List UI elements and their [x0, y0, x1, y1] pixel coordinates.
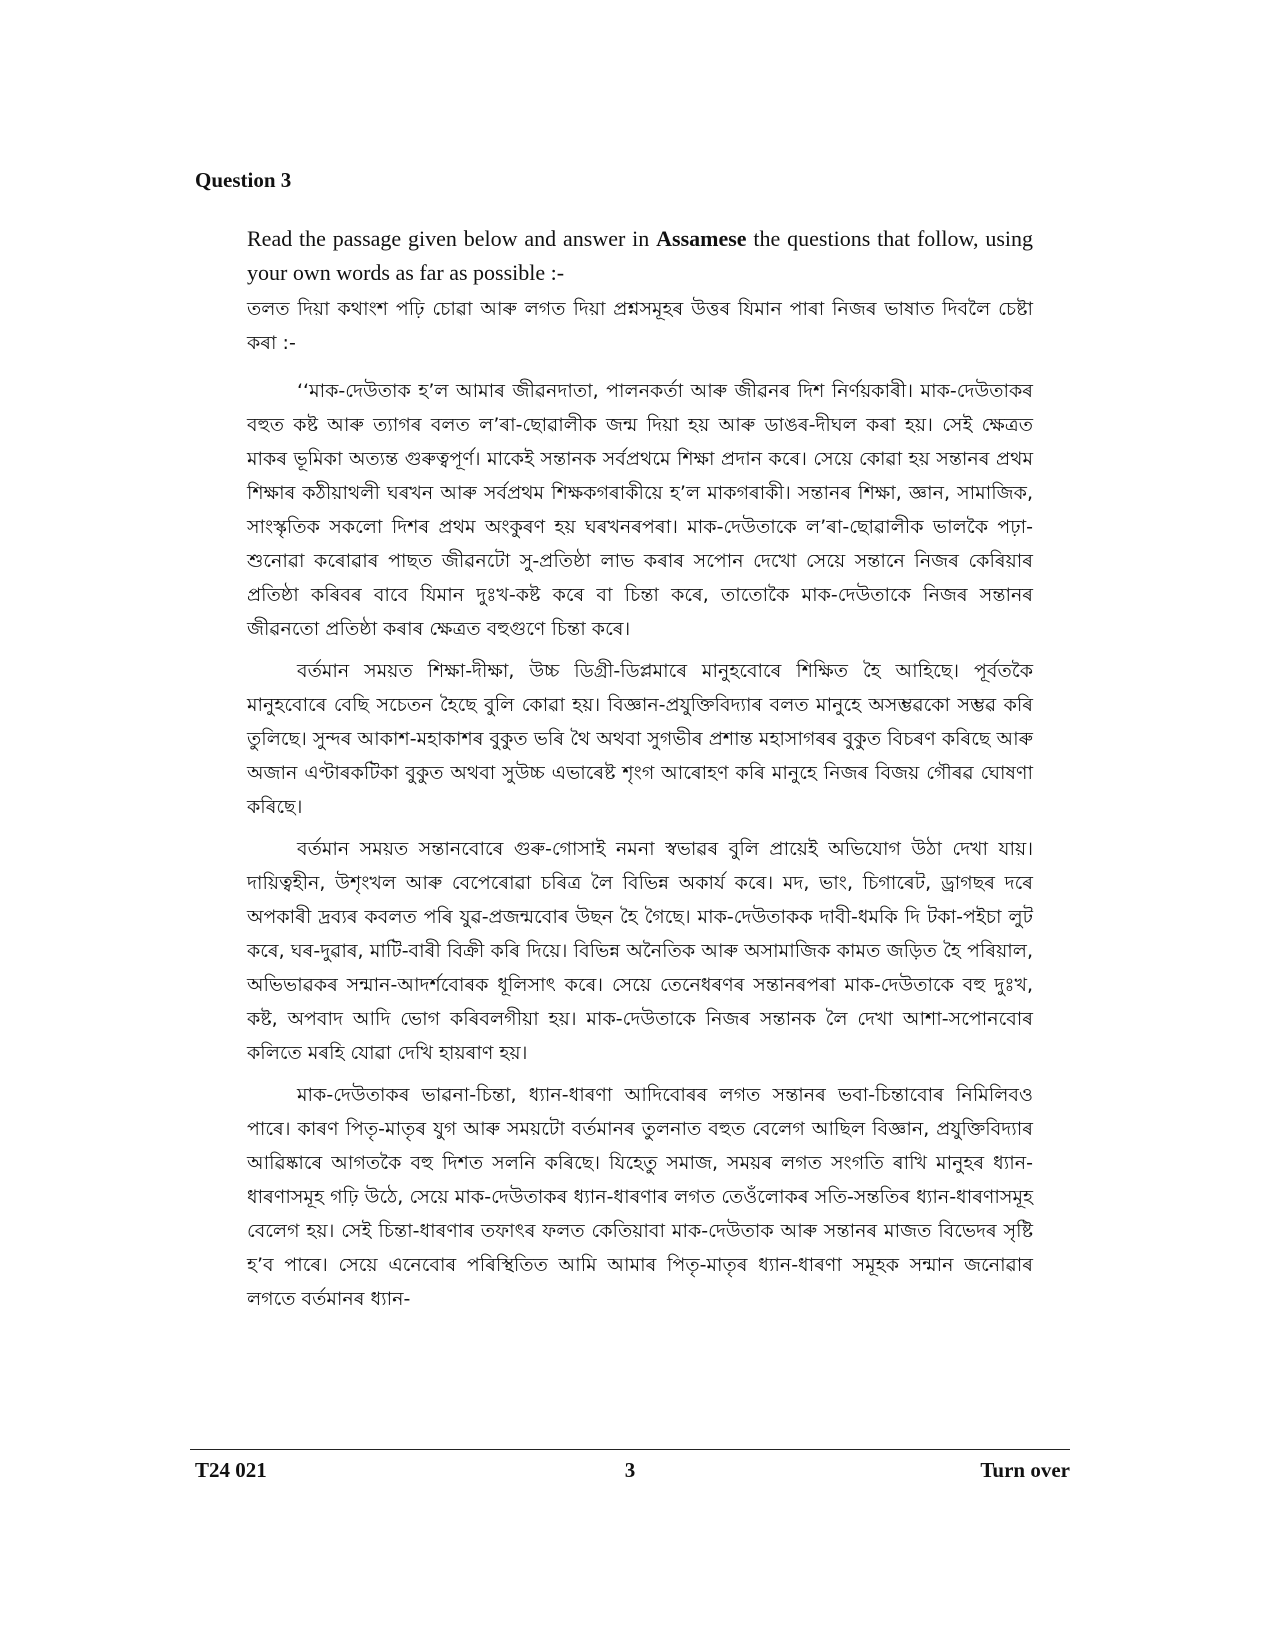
- instruction-language-bold: Assamese: [656, 226, 747, 251]
- paper-code: T24 021: [195, 1458, 267, 1482]
- instruction-assamese: তলত দিয়া কথাংশ পঢ়ি চোৱা আৰু লগত দিয়া প্ৰশ্নসমূহৰ উত্তৰ যিমান পাৰা নিজৰ ভাষাত দিবলৈ চেষ্টা কৰা :-: [247, 298, 1033, 354]
- question-content: [247, 222, 1033, 1316]
- footer-divider: [190, 1449, 1070, 1450]
- passage-paragraph-2: বৰ্তমান সময়ত শিক্ষা-দীক্ষা, উচ্চ ডিগ্ৰী-ডিপ্লমাৰে মানুহবোৰে শিক্ষিত হৈ আহিছে। পূৰ্বতকৈ মানুহবোৰে বেছি সচেতন হৈছে বুলি কোৱা হয়। বিজ্ঞান-প্ৰযুক্তিবিদ্যাৰ বলত মানুহে অসম্ভৱকো সম্ভৱ কৰি তুলিছে। সুন্দৰ আকাশ-মহাকাশৰ বুকুত ভৰি থৈ অথবা সুগভীৰ প্ৰশান্ত মহাসাগৰৰ বুকুত বিচৰণ কৰিছে আৰু অজান এণ্টাৰকটিকা বুকুত অথবা সুউচ্চ এভাৰেষ্ট শৃংগ আৰোহণ কৰি মানুহে নিজৰ বিজয় গৌৰৱ ঘোষণা কৰিছে।: [247, 660, 1033, 818]
- instruction-text-after: the questions that follow, using your own words as far as possible :-: [247, 226, 1033, 285]
- question-heading: Question 3: [195, 168, 292, 192]
- passage-paragraph-1: ‘‘মাক-দেউতাক হ’ল আমাৰ জীৱনদাতা, পালনকৰ্তা আৰু জীৱনৰ দিশ নিৰ্ণয়কাৰী। মাক-দেউতাকৰ বহুত কষ্ট আৰু ত্যাগৰ বলত ল’ৰা-ছোৱালীক জন্ম দিয়া হয় আৰু ডাঙৰ-দীঘল কৰা হয়। সেই ক্ষেত্ৰত মাকৰ ভূমিকা অত্যন্ত গুৰুত্বপূৰ্ণ। মাকেই সন্তানক সৰ্বপ্ৰথমে শিক্ষা প্ৰদান কৰে। সেয়ে কোৱা হয় সন্তানৰ প্ৰথম শিক্ষাৰ কঠীয়াথলী ঘৰখন আৰু সৰ্বপ্ৰথম শিক্ষকগৰাকীয়ে হ’ল মাকগৰাকী। সন্তানৰ শিক্ষা, জ্ঞান, সামাজিক, সাংস্কৃতিক সকলো দিশৰ প্ৰথম অংকুৰণ হয় ঘৰখনৰপৰা। মাক-দেউতাকে ল’ৰা-ছোৱালীক ভালকৈ পঢ়া-শুনোৱা কৰোৱাৰ পাছত জীৱনটো সু-প্ৰতিষ্ঠা লাভ কৰাৰ সপোন দেখো সেয়ে সন্তানে নিজৰ কেৰিয়াৰ প্ৰতিষ্ঠা কৰিবৰ বাবে যিমান দুঃখ-কষ্ট কৰে বা চিন্তা কৰে, তাতোকৈ মাক-দেউতাকে নিজৰ সন্তানৰ জীৱনতো প্ৰতিষ্ঠা কৰাৰ ক্ষেত্ৰত বহুগুণে চিন্তা কৰে।: [247, 380, 1033, 640]
- instruction-text-before: Read the passage given below and answer in: [247, 226, 657, 251]
- turn-over-label: Turn over: [980, 1458, 1070, 1482]
- passage-paragraph-4: মাক-দেউতাকৰ ভাৱনা-চিন্তা, ধ্যান-ধাৰণা আদিবোৰৰ লগত সন্তানৰ ভবা-চিন্তাবোৰ নিমিলিবও পাৰে। কাৰণ পিতৃ-মাতৃৰ যুগ আৰু সময়টো বৰ্তমানৰ তুলনাত বহুত বেলেগ আছিল বিজ্ঞান, প্ৰযুক্তিবিদ্যাৰ আৱিষ্কাৰে আগতকৈ বহু দিশত সলনি কৰিছে। যিহেতু সমাজ, সময়ৰ লগত সংগতি ৰাখি মানুহৰ ধ্যান-ধাৰণাসমূহ গঢ়ি উঠে, সেয়ে মাক-দেউতাকৰ ধ্যান-ধাৰণাৰ লগত তেওঁলোকৰ সতি-সন্ততিৰ ধ্যান-ধাৰণাসমূহ বেলেগ হয়। সেই চিন্তা-ধাৰণাৰ তফাৎৰ ফলত কেতিয়াবা মাক-দেউতাক আৰু সন্তানৰ মাজত বিভেদৰ সৃষ্টি হ’ব পাৰে। সেয়ে এনেবোৰ পৰিস্থিতিত আমি আমাৰ পিতৃ-মাতৃৰ ধ্যান-ধাৰণা সমূহক সন্মান জনোৱাৰ লগতে বৰ্তমানৰ ধ্যান-: [247, 1084, 1033, 1310]
- passage: [247, 374, 1033, 1316]
- passage-paragraph-3: বৰ্তমান সময়ত সন্তানবোৰে গুৰু-গোসাই নমনা স্বভাৱৰ বুলি প্ৰায়েই অভিযোগ উঠা দেখা যায়। দায়িত্বহীন, উশৃংখল আৰু বেপেৰোৱা চৰিত্ৰ লৈ বিভিন্ন অকাৰ্য কৰে। মদ, ভাং, চিগাৰেট, ড্ৰাগছৰ দৰে অপকাৰী দ্ৰব্যৰ কবলত পৰি যুৱ-প্ৰজন্মবোৰ উছন হৈ গৈছে। মাক-দেউতাকক দাবী-ধমকি দি টকা-পইচা লুট কৰে, ঘৰ-দুৱাৰ, মাটি-বাৰী বিক্ৰী কৰি দিয়ে। বিভিন্ন অনৈতিক আৰু অসামাজিক কামত জড়িত হৈ পৰিয়াল, অভিভাৱকৰ সন্মান-আদৰ্শবোৰক ধূলিসাৎ কৰে। সেয়ে তেনেধৰণৰ সন্তানৰপৰা মাক-দেউতাকে বহু দুঃখ, কষ্ট, অপবাদ আদি ভোগ কৰিবলগীয়া হয়। মাক-দেউতাকে নিজৰ সন্তানক লৈ দেখা আশা-সপোনবোৰ কলিতে মৰহি যোৱা দেখি হায়ৰাণ হয়।: [247, 838, 1033, 1064]
- instruction-english: [247, 222, 1033, 290]
- page-number: 3: [624, 1458, 636, 1482]
